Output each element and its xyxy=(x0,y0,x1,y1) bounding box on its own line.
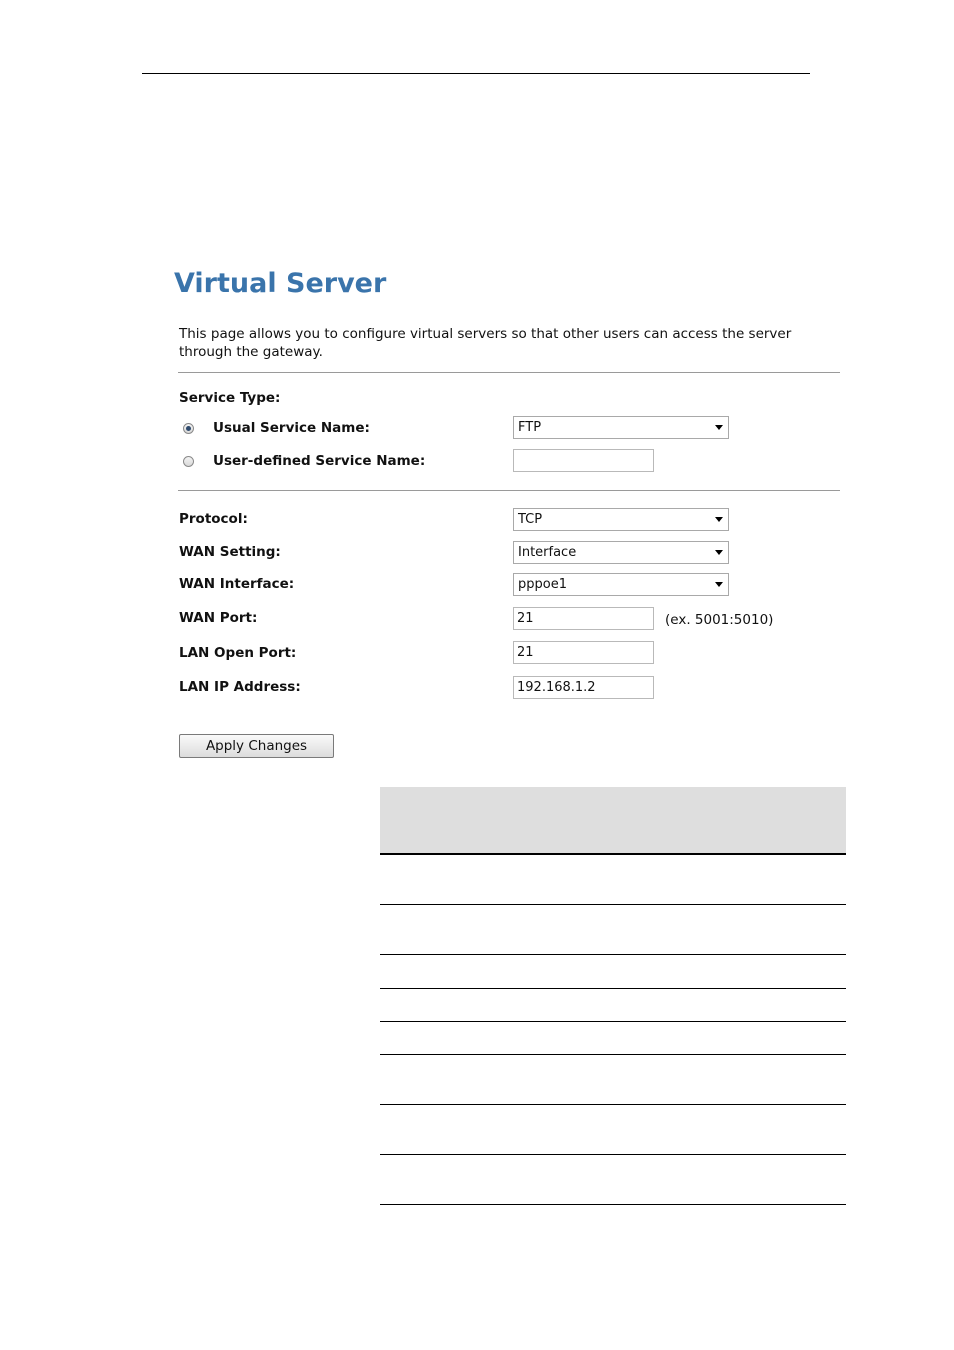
chevron-down-icon xyxy=(715,517,723,522)
table-row-divider xyxy=(380,954,846,955)
lan-ip-address-input[interactable]: 192.168.1.2 xyxy=(513,676,654,699)
wan-interface-value: pppoe1 xyxy=(518,577,567,592)
wan-port-hint: (ex. 5001:5010) xyxy=(665,612,774,628)
wan-port-input[interactable]: 21 xyxy=(513,607,654,630)
user-defined-service-radio[interactable] xyxy=(183,456,194,467)
wan-setting-label: WAN Setting: xyxy=(179,544,281,560)
chevron-down-icon xyxy=(715,425,723,430)
user-defined-service-label: User-defined Service Name: xyxy=(213,453,426,469)
section-divider xyxy=(178,490,840,491)
table-row-divider xyxy=(380,1021,846,1022)
header-rule xyxy=(142,73,810,74)
table-row-divider xyxy=(380,1104,846,1105)
table-row-divider xyxy=(380,853,846,855)
wan-interface-label: WAN Interface: xyxy=(179,576,295,592)
wan-setting-value: Interface xyxy=(518,545,577,560)
protocol-value: TCP xyxy=(518,512,543,527)
service-type-label: Service Type: xyxy=(179,390,281,406)
table-row-divider xyxy=(380,1204,846,1205)
table-row-divider xyxy=(380,904,846,905)
lan-ip-address-label: LAN IP Address: xyxy=(179,679,301,695)
table-row-divider xyxy=(380,1154,846,1155)
wan-setting-select[interactable] xyxy=(513,541,729,564)
section-divider xyxy=(178,372,840,373)
usual-service-radio[interactable] xyxy=(183,423,194,434)
usual-service-value: FTP xyxy=(518,420,542,435)
page-description: This page allows you to configure virtual servers so that other users can access the server through the gateway. xyxy=(179,326,792,360)
lan-open-port-label: LAN Open Port: xyxy=(179,645,297,661)
wan-interface-select[interactable] xyxy=(513,573,729,596)
user-defined-service-input[interactable] xyxy=(513,449,654,472)
page-title: Virtual Server xyxy=(174,268,387,299)
table-row-divider xyxy=(380,988,846,989)
protocol-select[interactable] xyxy=(513,508,729,531)
chevron-down-icon xyxy=(715,582,723,587)
chevron-down-icon xyxy=(715,550,723,555)
table-header xyxy=(380,787,846,854)
lan-open-port-input[interactable]: 21 xyxy=(513,641,654,664)
usual-service-label: Usual Service Name: xyxy=(213,420,370,436)
table-row-divider xyxy=(380,1054,846,1055)
protocol-label: Protocol: xyxy=(179,511,248,527)
wan-port-label: WAN Port: xyxy=(179,610,258,626)
apply-changes-button[interactable]: Apply Changes xyxy=(179,734,334,758)
usual-service-select[interactable] xyxy=(513,416,729,439)
